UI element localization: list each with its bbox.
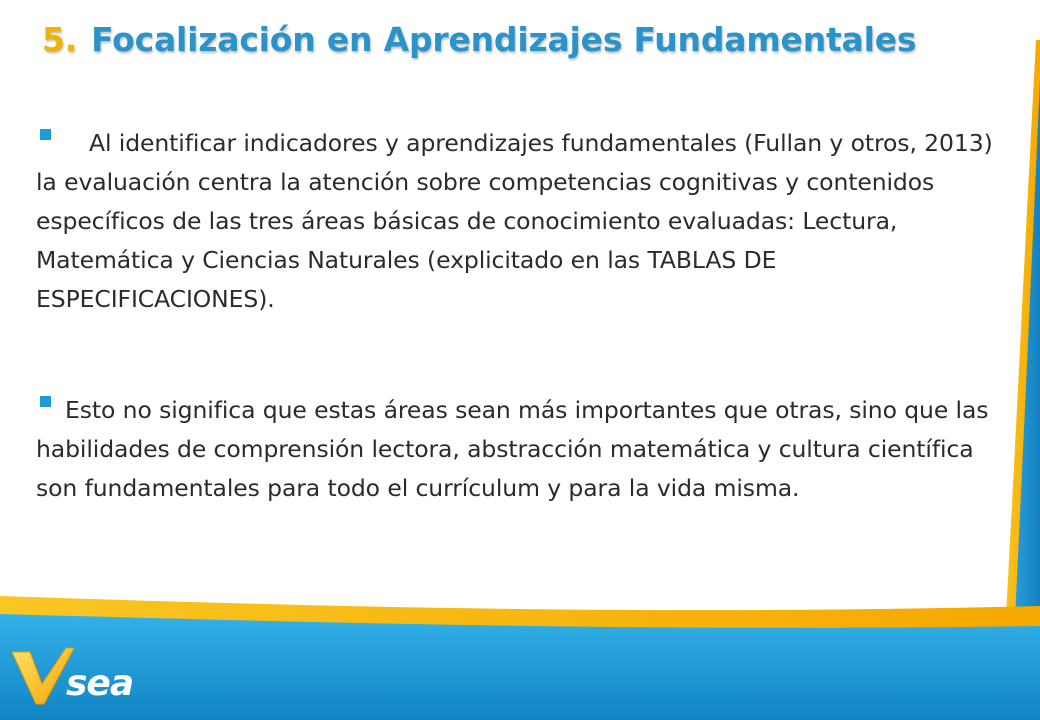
title-number: 5. bbox=[42, 20, 78, 59]
paragraph-2-text: Esto no significa que estas áreas sean más importantes que otras, sino que las habilidades de comprensión lectora, abstracción matemática y cultura científica son fundamentales para todo el currículum y para la vida misma. bbox=[36, 396, 989, 502]
paragraph-2 bbox=[36, 391, 996, 508]
square-bullet-icon bbox=[40, 396, 51, 407]
paragraph-1 bbox=[36, 124, 996, 319]
bottom-blue-band bbox=[0, 614, 1040, 720]
title-text: Focalización en Aprendizajes Fundamentales bbox=[91, 20, 917, 59]
paragraph-1-text: Al identificar indicadores y aprendizajes fundamentales (Fullan y otros, 2013) la evaluación centra la atención sobre competencias cognitivas y contenidos específicos de las tres áreas básicas de conocimiento evaluadas: Lectura, Matemática y Ciencias Naturales (explicitado en las TABLAS DE ESPECIFICACIONES). bbox=[36, 129, 993, 313]
square-bullet-icon bbox=[40, 129, 51, 140]
slide-title bbox=[42, 20, 916, 59]
sea-logo-text: sea bbox=[66, 663, 134, 704]
